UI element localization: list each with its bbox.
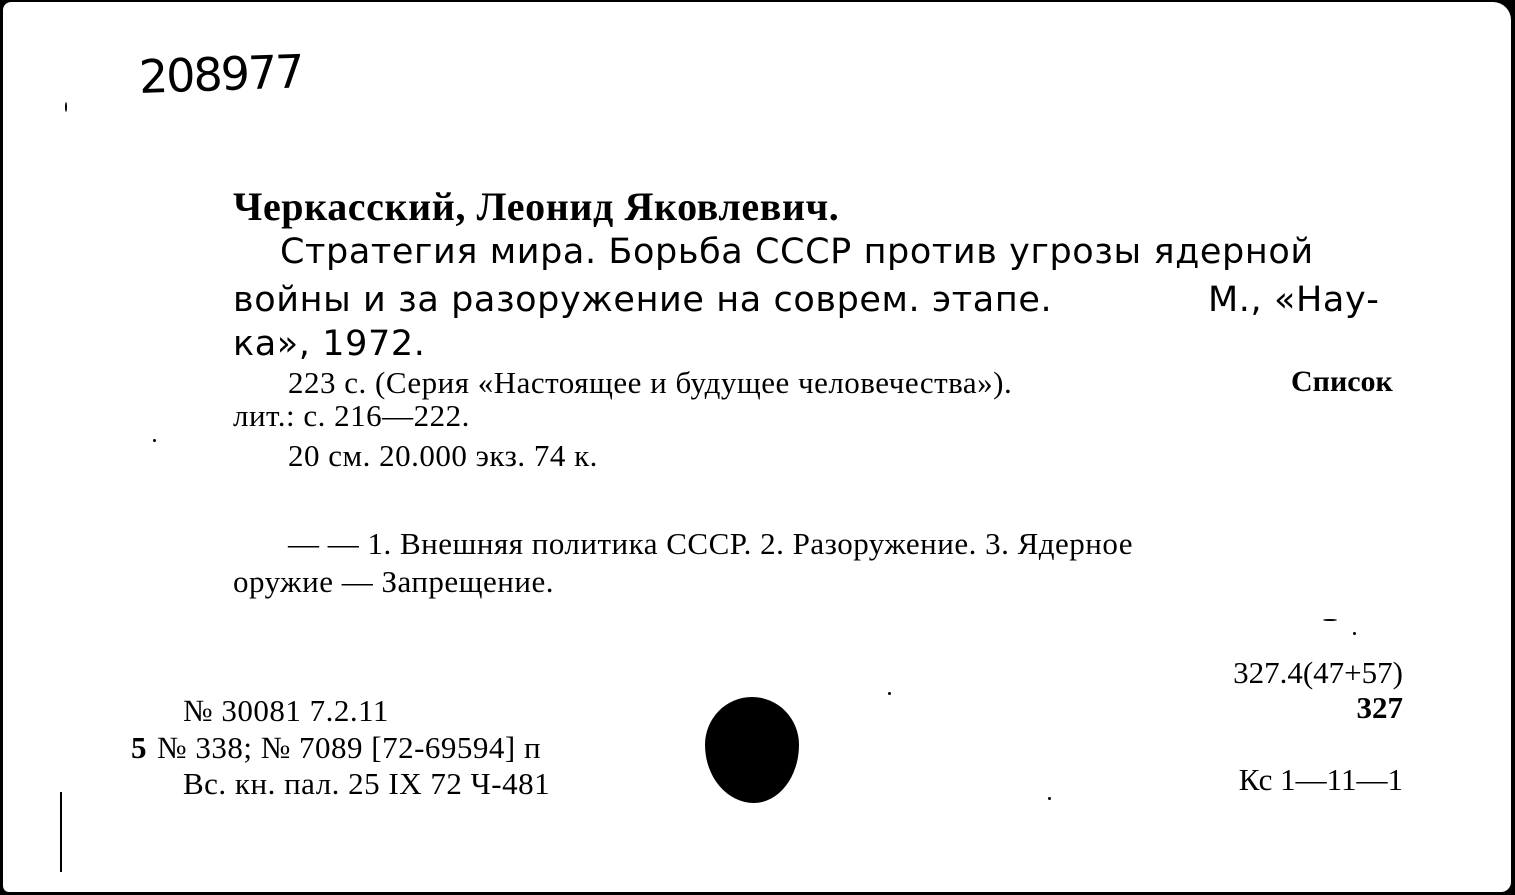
order-details-line — [131, 730, 541, 766]
inventory-number: 208977 — [138, 44, 304, 104]
classification-index: 327.4(47+57) — [1233, 655, 1403, 690]
punch-hole — [705, 697, 799, 803]
order-prefix: 5 — [131, 730, 147, 765]
imprint-publisher: М., «Нау- — [1208, 280, 1380, 320]
order-number-line: № 30081 7.2.11 — [183, 693, 389, 728]
speck — [153, 439, 156, 442]
physical-description-line-3: 20 см. 20.000 экз. 74 к. — [288, 438, 598, 473]
speck — [888, 692, 891, 695]
title-line-2: войны и за разоружение на соврем. этапе. — [233, 280, 1053, 320]
speck — [1353, 632, 1356, 635]
physical-description-line-2: лит.: с. 216—222. — [233, 398, 470, 433]
physical-description-line-1: 223 с. (Серия «Настоящее и будущее человечества»). — [288, 365, 1013, 400]
title-line-3: ка», 1972. — [233, 324, 426, 364]
subject-headings-line-1: — — 1. Внешняя политика СССР. 2. Разоружение. 3. Ядерное — [288, 526, 1134, 561]
order-details-text: № 338; № 7089 [72-69594] п — [157, 730, 542, 765]
bibliography-label: Список — [1291, 365, 1393, 398]
catalog-card — [3, 2, 1511, 892]
speck — [65, 102, 67, 112]
book-chamber-line: Вс. кн. пал. 25 IX 72 Ч-481 — [183, 766, 551, 801]
classification-short: 327 — [1356, 690, 1403, 725]
speck — [1323, 619, 1337, 621]
card-code: Кс 1—11—1 — [1238, 762, 1403, 797]
author-heading: Черкасский, Леонид Яковлевич. — [233, 184, 840, 229]
subject-headings-line-2: оружие — Запрещение. — [233, 564, 554, 599]
title-line-1: Стратегия мира. Борьба СССР против угрозы ядерной — [280, 232, 1314, 272]
speck — [1048, 797, 1051, 800]
edge-mark — [60, 792, 62, 872]
